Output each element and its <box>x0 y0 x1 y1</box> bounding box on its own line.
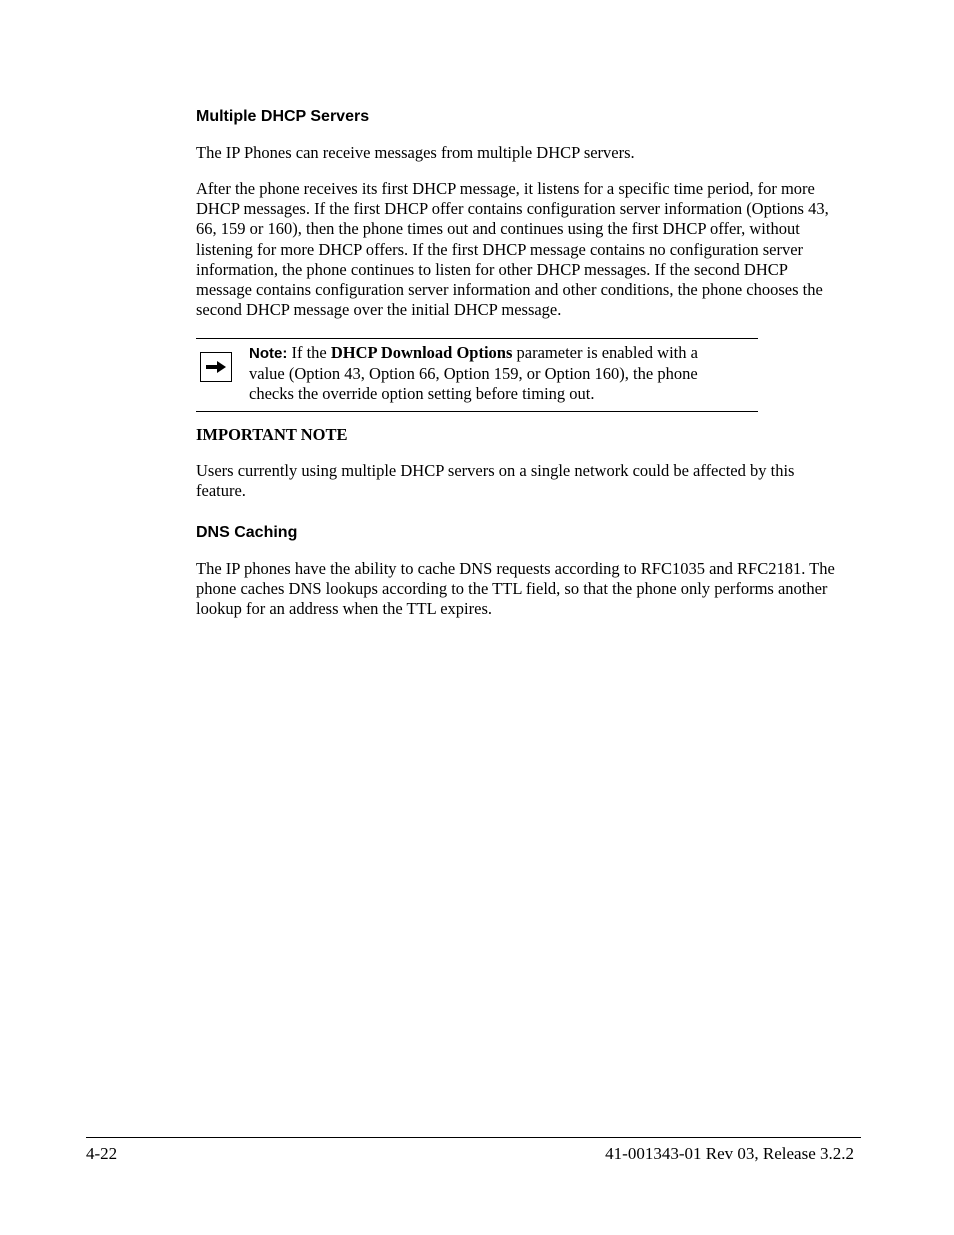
note-bold-term: DHCP Download Options <box>330 343 513 362</box>
paragraph-line: The IP phones have the ability to cache DNS requests according to RFC1035 and RFC2181. The <box>196 559 835 578</box>
paragraph-line: lookup for an address when the TTL expires. <box>196 599 493 619</box>
note-text-before: If the <box>287 343 331 362</box>
note-callout <box>249 343 749 405</box>
note-label: Note: <box>249 345 288 362</box>
paragraph-intro: The IP Phones can receive messages from multiple DHCP servers. <box>196 143 635 162</box>
paragraph-line: 66, 159 or 160), then the phone times out and continues using the first DHCP offer, without <box>196 219 800 239</box>
footer-rule <box>86 1137 861 1138</box>
note-line: value (Option 43, Option 66, Option 159, or Option 160), the phone <box>249 364 698 384</box>
document-id: 41-001343-01 Rev 03, Release 3.2.2 <box>605 1144 854 1163</box>
paragraph-line: DHCP messages. If the first DHCP offer contains configuration server information (Options 43, <box>196 199 829 219</box>
paragraph-dhcp-behavior <box>196 179 858 320</box>
paragraph-dns-caching <box>196 559 858 620</box>
paragraph-line: Users currently using multiple DHCP servers on a single network could be affected by this <box>196 461 795 480</box>
paragraph-important <box>196 461 858 501</box>
note-line: checks the override option setting before timing out. <box>249 384 595 404</box>
paragraph-line: feature. <box>196 481 246 501</box>
important-note-heading: IMPORTANT NOTE <box>196 425 348 444</box>
section-heading-dns-caching: DNS Caching <box>196 524 298 541</box>
paragraph-line: After the phone receives its first DHCP message, it listens for a specific time period, for more <box>196 179 815 198</box>
page-number: 4-22 <box>86 1144 118 1163</box>
note-text-after: parameter is enabled with a <box>512 343 698 362</box>
note-top-rule <box>196 338 758 339</box>
paragraph-line: information, the phone continues to listen for other DHCP messages. If the second DHCP <box>196 259 788 279</box>
arrow-right-icon <box>200 352 232 382</box>
paragraph-line: second DHCP message over the initial DHCP message. <box>196 300 562 320</box>
paragraph-line: phone caches DNS lookups according to the TTL field, so that the phone only performs another <box>196 579 828 599</box>
section-heading-multiple-dhcp-servers: Multiple DHCP Servers <box>196 108 370 125</box>
paragraph-line: listening for more DHCP offers. If the first DHCP message contains no configuration server <box>196 239 804 259</box>
paragraph-line: message contains configuration server information and other conditions, the phone chooses the <box>196 280 823 300</box>
note-bottom-rule <box>196 411 758 412</box>
